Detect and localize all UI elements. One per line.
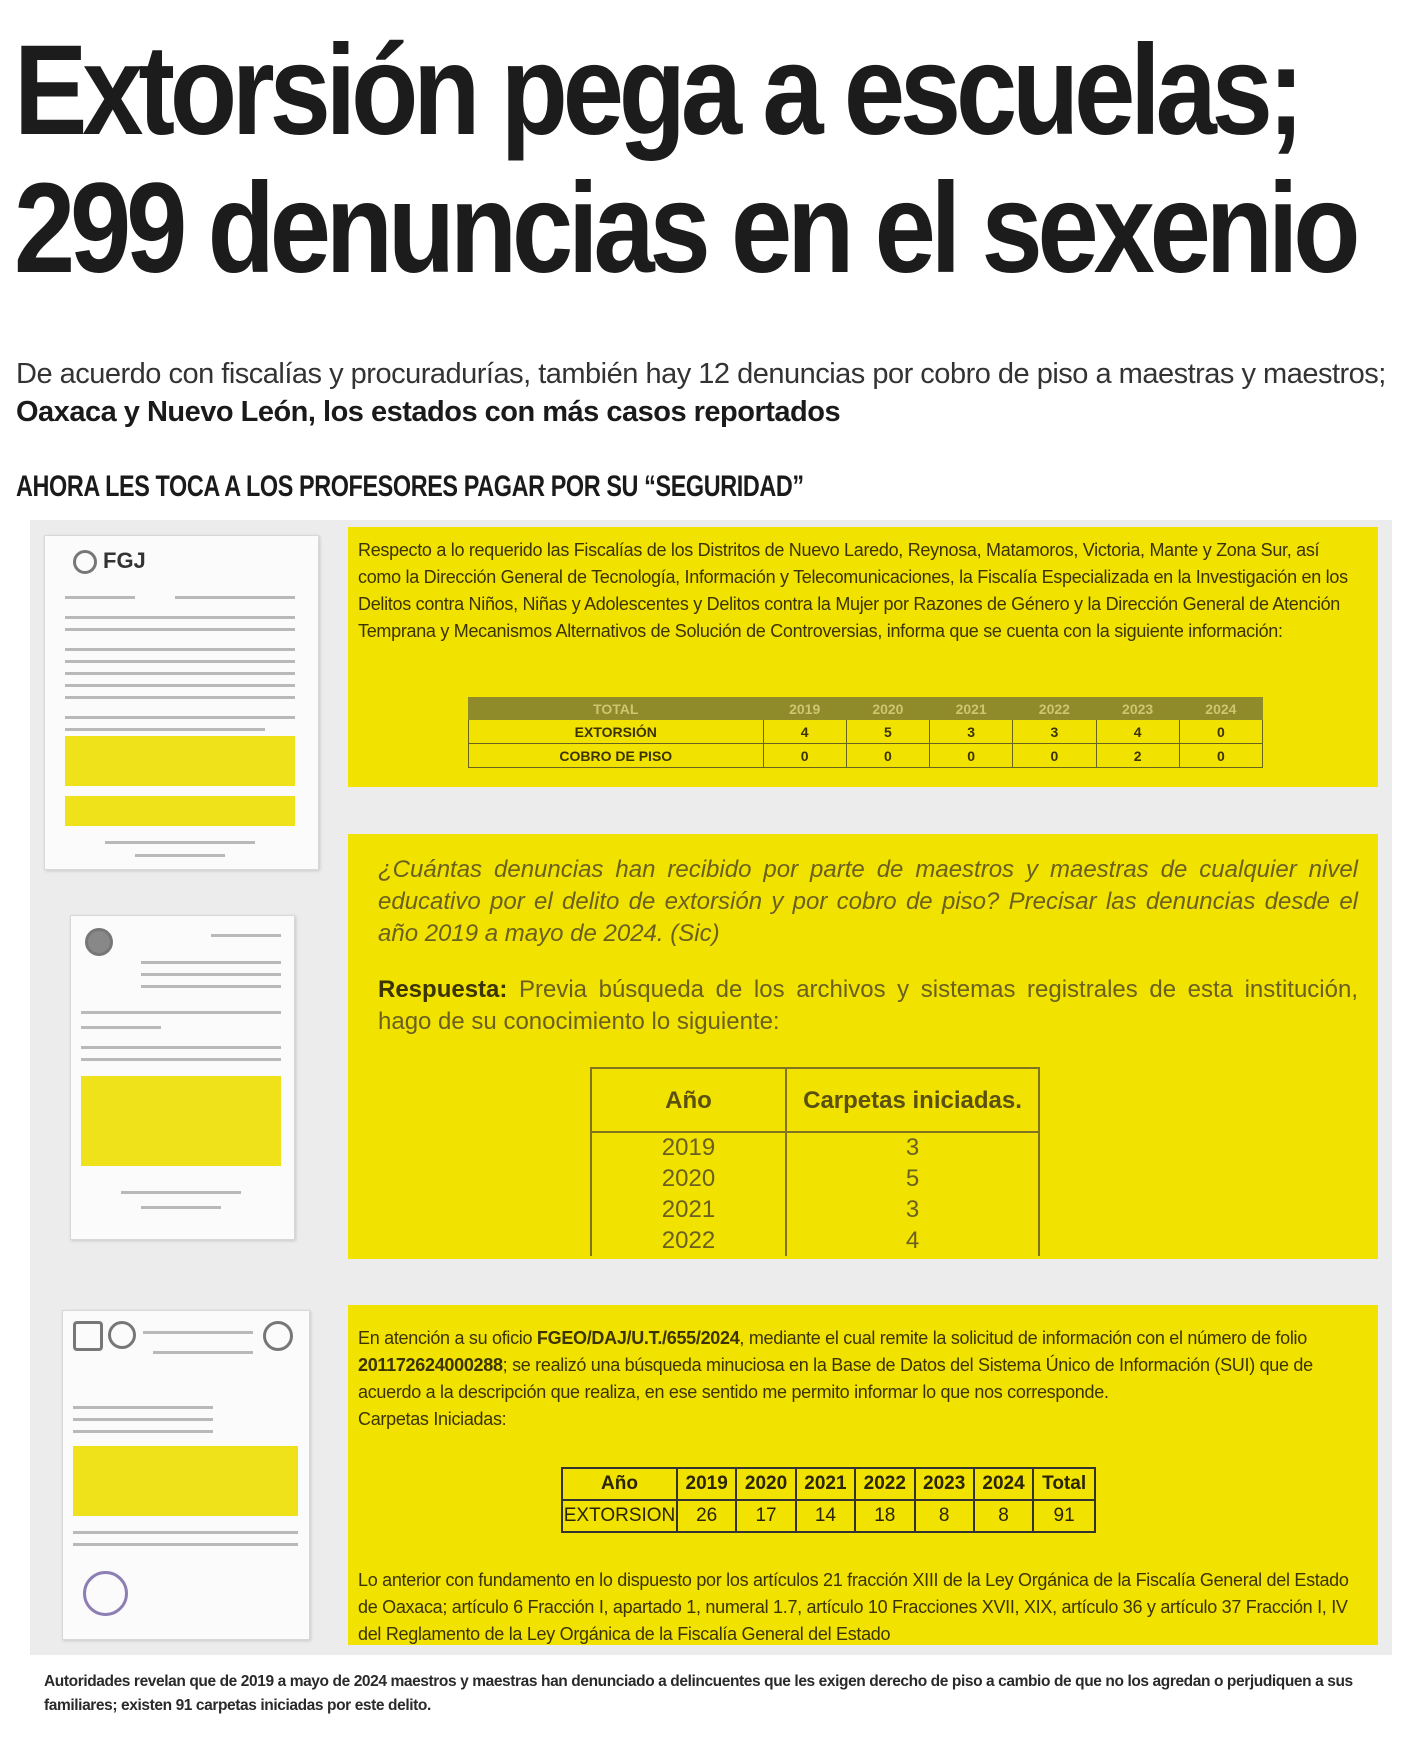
table-cell: 0 <box>763 744 846 768</box>
fgj-logo: FGJ <box>103 548 146 573</box>
thumb-line <box>65 684 295 687</box>
thumb-line <box>175 596 295 599</box>
thumb-line <box>65 660 295 663</box>
table-cell: 8 <box>915 1500 974 1532</box>
table-cell: 5 <box>846 720 929 744</box>
table-header: 2022 <box>1013 698 1096 720</box>
thumb-line <box>73 1418 213 1421</box>
emblem-icon <box>108 1321 136 1349</box>
table-cell: 0 <box>1179 720 1262 744</box>
table-cell: 2022 <box>591 1225 786 1256</box>
thumb-highlight <box>81 1076 281 1166</box>
table-row <box>591 1132 1039 1163</box>
photo-caption: Autoridades revelan que de 2019 a mayo de 2024 maestros y maestras han denunciado a delincuentes que les exigen derecho de piso a cambio de que no los agredan o perjudiquen a sus familiares; existen 91 carpetas iniciadas por este delito. <box>44 1673 1353 1714</box>
excerpt-card-1 <box>348 527 1378 787</box>
table-row <box>469 744 1263 768</box>
thumb-line <box>65 716 295 719</box>
thumb-line <box>141 961 281 964</box>
table-header: Carpetas iniciadas. <box>786 1068 1039 1132</box>
table-header: 2021 <box>930 698 1013 720</box>
thumb-line <box>141 973 281 976</box>
answer-label: Respuesta: <box>378 976 508 1003</box>
table-header: 2023 <box>915 1468 974 1500</box>
table-header: 2019 <box>677 1468 736 1500</box>
excerpt-card-2 <box>348 834 1378 1259</box>
table-header: 2024 <box>974 1468 1033 1500</box>
headline <box>14 19 1356 300</box>
thumb-line <box>81 1026 161 1029</box>
table-header: Total <box>1033 1468 1095 1500</box>
excerpt-1-text: Respecto a lo requerido las Fiscalías de los Distritos de Nuevo Laredo, Reynosa, Matamoros, Victoria, Mante y Zona Sur, así como la Dirección General de Tecnología, Información y Telecomunicaciones, la Fiscalía Especializada en la Investigación en los Delitos contra Niños, Niñas y Adolescentes y Delitos contra la Mujer por Razones de Género y la Dirección General de Atención Temprana y Mecanismos Alternativos de Solución de Controversias, informa que se cuenta con la siguiente información: <box>358 540 1348 641</box>
table-cell: EXTORSION <box>562 1500 677 1532</box>
table-cell: 5 <box>786 1163 1039 1194</box>
excerpt-2-question: ¿Cuántas denuncias han recibido por parte de maestros y maestras de cualquier nivel educativo por el delito de extorsión y por cobro de piso? Precisar las denuncias desde el año 2019 a mayo de 2024. (Sic) <box>378 856 1358 947</box>
thumb-line <box>81 1046 281 1049</box>
table-cell: 0 <box>930 744 1013 768</box>
table-cell: EXTORSIÓN <box>469 720 764 744</box>
thumb-line <box>65 648 295 651</box>
thumb-line <box>65 728 265 731</box>
answer-text: Previa búsqueda de los archivos y sistemas registrales de esta institución, hago de su conocimiento lo siguiente: <box>378 976 1358 1035</box>
thumb-line <box>65 628 295 631</box>
table-row <box>591 1163 1039 1194</box>
text-part: ; se realizó una búsqueda minuciosa en la Base de Datos del Sistema Único de Información (SUI) que de acuerdo a la descripción que realiza, en ese sentido me permito informar lo que nos corresponde. <box>358 1355 1313 1402</box>
table-cell: 2020 <box>591 1163 786 1194</box>
thumb-highlight <box>73 1446 298 1516</box>
table-cell: 2019 <box>591 1132 786 1163</box>
document-thumbnail-3 <box>62 1310 310 1640</box>
thumb-line <box>65 596 135 599</box>
table-header: 2021 <box>796 1468 855 1500</box>
table-header: 2022 <box>855 1468 914 1500</box>
thumb-line <box>143 1331 253 1334</box>
deck-bold: Oaxaca y Nuevo León, los estados con más casos reportados <box>16 396 841 428</box>
thumb-line <box>135 854 225 857</box>
thumb-line <box>81 1058 281 1061</box>
table-cell: 3 <box>786 1194 1039 1225</box>
table-row <box>469 720 1263 744</box>
excerpt-3-table <box>561 1467 1096 1533</box>
thumb-line <box>65 696 295 699</box>
excerpt-2-table <box>590 1067 1040 1256</box>
thumb-line <box>73 1406 213 1409</box>
thumb-line <box>211 934 281 937</box>
text-part: En atención a su oficio <box>358 1328 537 1348</box>
section-kicker: AHORA LES TOCA A LOS PROFESORES PAGAR POR SU “SEGURIDAD” <box>16 470 804 503</box>
headline-line-2: 299 denuncias en el sexenio <box>14 157 1356 300</box>
thumb-line <box>65 672 295 675</box>
thumb-line <box>73 1430 213 1433</box>
signature-stamp-icon <box>83 1571 128 1616</box>
table-cell: 18 <box>855 1500 914 1532</box>
excerpt-2-answer <box>378 974 1358 1038</box>
excerpt-3-footer: Lo anterior con fundamento en lo dispuesto por los artículos 21 fracción XIII de la Ley Orgánica de la Fiscalía General del Estado de Oaxaca; artículo 6 Fracción I, apartado 1, numeral 1.7, artículo 10 Fracciones XVII, XIX, artículo 36 y artículo 37 Fracción I, IV del Reglamento de la Ley Orgánica de la Fiscalía General del Estado <box>358 1570 1349 1644</box>
table-cell: COBRO DE PISO <box>469 744 764 768</box>
table-cell: 0 <box>846 744 929 768</box>
table-cell: 3 <box>930 720 1013 744</box>
thumb-line <box>153 1351 253 1354</box>
text-part: , mediante el cual remite la solicitud de información con el número de folio <box>739 1328 1307 1348</box>
table-header: 2024 <box>1179 698 1262 720</box>
table-cell: 2 <box>1096 744 1179 768</box>
deck-text: De acuerdo con fiscalías y procuradurías, también hay 12 denuncias por cobro de piso a maestras y maestros; <box>16 358 1386 390</box>
table-cell: 3 <box>1013 720 1096 744</box>
table-row <box>591 1194 1039 1225</box>
document-thumbnail-2 <box>70 915 295 1240</box>
table-header: Año <box>591 1068 786 1132</box>
excerpt-card-3 <box>348 1305 1378 1645</box>
table-cell: 4 <box>763 720 846 744</box>
thumb-line <box>141 985 281 988</box>
excerpt-3-text <box>358 1325 1368 1433</box>
table-row <box>562 1500 1095 1532</box>
table-row <box>591 1225 1039 1256</box>
fgj-seal-icon <box>73 550 97 574</box>
table-cell: 0 <box>1179 744 1262 768</box>
table-cell: 91 <box>1033 1500 1095 1532</box>
table-cell: 4 <box>1096 720 1179 744</box>
thumb-line <box>65 616 295 619</box>
deck <box>16 355 1406 431</box>
thumb-highlight <box>65 736 295 786</box>
table-cell: 3 <box>786 1132 1039 1163</box>
oficio-number: FGEO/DAJ/U.T./655/2024 <box>536 1328 740 1348</box>
excerpt-1-table <box>468 697 1263 768</box>
table-cell: 26 <box>677 1500 736 1532</box>
folio-number: 201172624000288 <box>358 1355 503 1375</box>
state-seal-icon <box>85 928 113 956</box>
table-cell: 8 <box>974 1500 1033 1532</box>
thumb-highlight <box>65 796 295 826</box>
thumb-line <box>105 841 255 844</box>
table-header: 2023 <box>1096 698 1179 720</box>
thumb-line <box>81 1011 281 1014</box>
table-cell: 14 <box>796 1500 855 1532</box>
table-cell: 17 <box>736 1500 795 1532</box>
table-cell: 0 <box>1013 744 1096 768</box>
table-cell: 4 <box>786 1225 1039 1256</box>
carpetas-label: Carpetas Iniciadas: <box>358 1409 507 1429</box>
table-header: 2020 <box>846 698 929 720</box>
table-header: 2019 <box>763 698 846 720</box>
table-header: Año <box>562 1468 677 1500</box>
thumb-line <box>141 1206 221 1209</box>
table-cell: 2021 <box>591 1194 786 1225</box>
document-thumbnail-1 <box>44 535 319 870</box>
thumb-line <box>121 1191 241 1194</box>
table-header: TOTAL <box>469 698 764 720</box>
thumb-line <box>73 1531 298 1534</box>
table-header: 2020 <box>736 1468 795 1500</box>
agency-seal-icon <box>263 1321 293 1351</box>
headline-line-1: Extorsión pega a escuelas; <box>14 19 1300 162</box>
fgeo-logo-icon <box>73 1321 103 1351</box>
thumb-line <box>73 1543 298 1546</box>
